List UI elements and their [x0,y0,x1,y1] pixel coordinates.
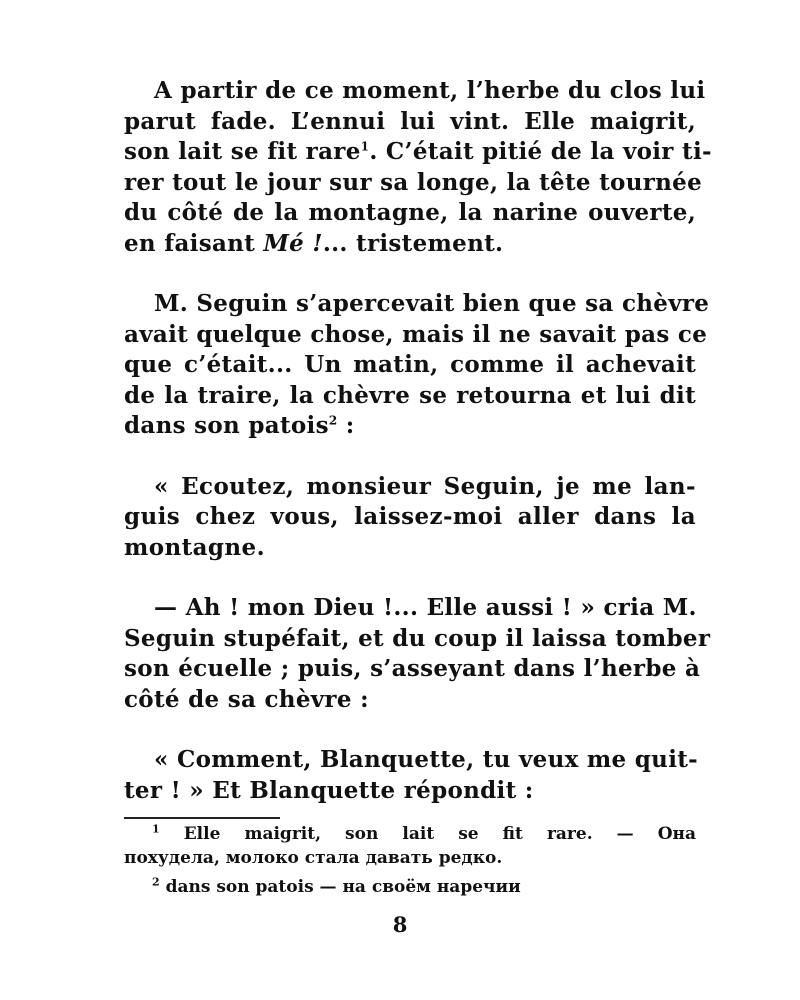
text-segment: en faisant [124,229,264,257]
footnote-line [124,822,696,846]
text-line [124,411,696,442]
footnote-text: dans son patois — на своём наречии [165,877,521,897]
footnote-1 [124,822,696,870]
text-segment: . C’était pitié de la voir ti- [369,138,712,165]
footnote-marker: 1 [152,822,160,836]
paragraph-1 [124,76,712,259]
footnote-ref-2: 2 [328,413,338,428]
text-segment: dans son patois [124,412,329,439]
footnote-ref-1: 1 [360,139,370,154]
text-line: « Ecoutez, monsieur Seguin, je me lan- [154,472,696,500]
text-line: côté de sa chèvre : [124,685,369,713]
text-line: guis chez vous, laissez-moi aller dans la [124,503,696,530]
footnote-line [124,875,696,899]
footnote-divider [124,817,280,819]
text-line: son écuelle ; puis, s’asseyant dans l’herbe à [124,655,701,682]
text-line: avait quelque chose, mais il ne savait pas ce [124,320,708,348]
paragraph-2 [124,289,710,442]
text-segment: son lait se fit rare [124,138,361,165]
text-line: du côté de la montagne, la narine ouverte, [124,199,696,226]
text-line: Seguin stupéfait, et du coup il laissa tomber [124,624,711,652]
text-line: M. Seguin s’apercevait bien que sa chèvre [154,290,710,317]
text-line: que c’était... Un matin, comme il achevait [124,351,696,378]
text-line [124,137,712,168]
footnotes [124,822,696,904]
footnote-text: Elle maigrit, son lait se fit rare. — Она [183,824,696,844]
footnote-line: похудела, молоко стала давать редко. [124,848,503,868]
text-line: — Ah ! mon Dieu !... Elle aussi ! » cria M. [154,594,697,621]
page-body [124,76,712,836]
text-segment: : [337,412,355,439]
footnote-marker: 2 [152,875,160,889]
text-line: de la traire, la chèvre se retourna et lui dit [124,381,696,409]
footnote-2 [124,875,696,899]
text-line: rer tout le jour sur sa longe, la tête tournée [124,168,703,196]
text-line: A partir de ce moment, l’herbe du clos lui [154,77,706,104]
paragraph-5 [124,745,699,806]
italic-text: Mé ! [263,229,323,257]
text-line: parut fade. L’ennui lui vint. Elle maigrit, [124,107,696,135]
text-line: ter ! » Et Blanquette répondit : [124,776,534,804]
page-number: 8 [392,912,408,937]
text-line: « Comment, Blanquette, tu veux me quit- [154,746,699,773]
paragraph-3 [124,472,696,564]
text-line: montagne. [124,533,265,561]
text-line [124,229,696,260]
text-segment: ... tristement. [322,229,504,257]
paragraph-4 [124,593,711,715]
